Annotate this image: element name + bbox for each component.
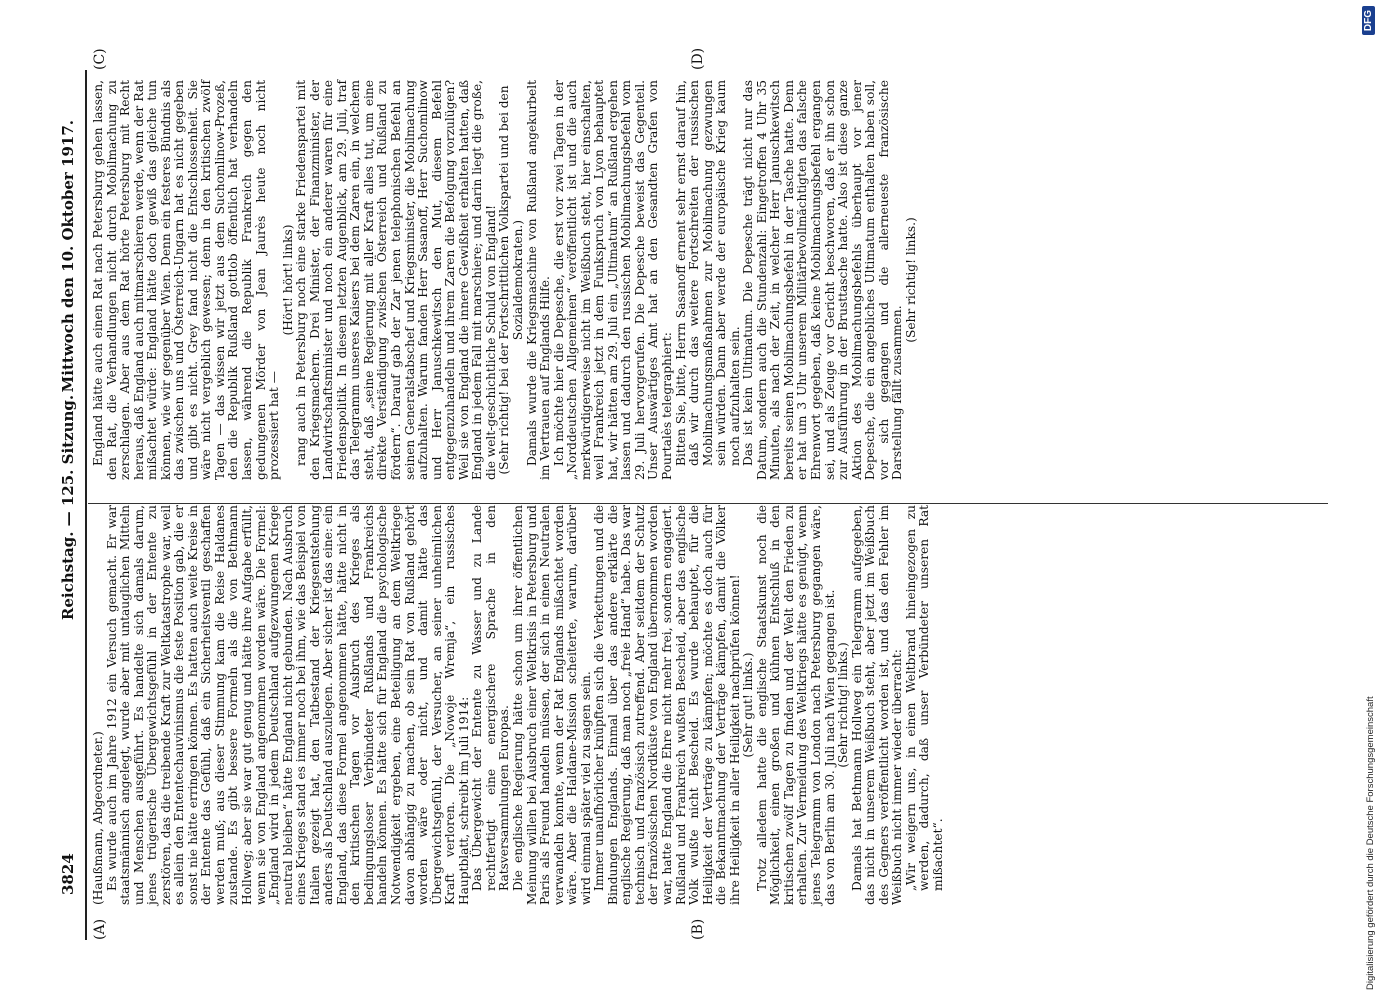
paragraph: Damals wurde die Kriegsmaschine von Rußland angekurbelt im Vertrauen auf Englands Hilfe. <box>524 80 553 480</box>
session-date: Mittwoch den 10. Oktober 1917. <box>59 120 77 393</box>
margin-marker-b: (B) <box>690 918 706 940</box>
session-title: Reichstag. — 125. Sitzung. <box>59 394 77 621</box>
interjection: (Sehr richtig! links.) <box>836 642 851 768</box>
interjection: (Hört! hört! links) <box>280 224 295 336</box>
credit-text: Digitalisierung gefördert durch die Deutsche Forschungsgemeinschaft <box>1365 696 1376 990</box>
header-rule <box>85 70 87 940</box>
margin-marker-c: (C) <box>92 48 108 70</box>
paragraph: Ich möchte hier die Depesche, die erst vor zwei Tagen in der „Norddeutschen Allgemeinen“ veröffentlicht ist und die auch merkwürdigerweise nicht im Weißbuch steht, hier einschalten, weil Frankreich jetzt in dem Funkspruch von Lyon behauptet hat, wir hätten am 29. Juli ein „Ultimatum“ an Rußland ergehen lassen und dadurch den russischen Mobilmachungsbefehl vom 29. Juli hervorgerufen. Die Depesche beweist das Gegenteil. Unser Auswärtiges Amt hat an den Gesandten Grafen von Pourtalès telegraphiert: <box>551 80 674 480</box>
paragraph: rang auch in Petersburg noch eine starke Friedenspartei mit den Kriegsmachern. Drei Minister, der Finanzminister, der Landwirtschaftsminister und noch ein anderer waren für eine Friedenspolitik. In diesem letzten Augenblick, am 29. Juli, traf das Telegramm unseres Kaisers bei dem Zaren ein, in welchem steht, daß „seine Regierung mit aller Kraft alles tut, um eine direkte Verständigung zwischen Österreich und Rußland zu fördern“. Darauf gab der Zar jenen telephonischen Befehl an seinen Generalstabschef und Kriegsminister, die Mobilmachung aufzuhalten. Warum fanden Herr Sasanoff, Herr Suchomlinow und Herr Januschkewitsch den Mut, diesem Befehl entgegenzuhandeln und ihrem Zaren die Befolgung vorzulügen? Weil sie von England die innere Gewißheit erhalten hatten, daß England in jedem Fall mit marschiere; und darin liegt die große, die welt-geschichtliche Schuld von England! <box>294 80 498 480</box>
paragraph: Die englische Regierung hätte schon um ihrer öffentlichen Meinung willen bei Ausbruch einer Weltkrisis in Petersburg und Paris als Freund handeln müssen, der sich in einen Neutralen verwandeln konnte, wenn der Rat Englands mißachtet worden wäre. Aber die Haldane-Mission scheiterte, warum, darüber wird einmal später viel zu sagen sein. <box>510 505 593 905</box>
dfg-logo: DFG <box>1362 6 1375 35</box>
digitization-credit <box>1360 0 1380 1000</box>
interjection: (Sehr richtig! bei der Fortschrittlichen Volkspartei und bei den Sozialdemokraten.) <box>497 85 525 475</box>
page-header <box>57 120 81 895</box>
page-number: 3824 <box>59 853 77 895</box>
paragraph: Es wurde auch im Jahre 1912 ein Versuch gemacht. Er war staatsmännisch angelegt, wurde aber mit untauglichen Mitteln und Menschen ausgeführt. Es handelte sich damals darum, jenes trügerische Übergewichtsgefühl in der Entente zu zerstören, das die treibende Kraft zur Weltkatastrophe war, weil es allein den Ententechauvinismus die feste Position gab, die er sonst nie hätte erringen können. Es hatten auch weite Kreise in der Entente das Gefühl, daß ein Sicherheitsventil geschaffen werden muß; aus dieser Stimmung kam die Reise Haldanes zustande. Es gibt bessere Formeln als die von Bethmann Hollweg; aber sie war gut genug und hätte ihre Aufgabe erfüllt, wenn sie von England angenommen worden wäre. Die Formel: „England wird in jedem Deutschland aufgezwungenen Kriege neutral bleiben“ hätte England nicht gebunden. Nach Ausbruch eines Krieges stand es immer noch bei ihm, wie das Beispiel von Italien gezeigt hat, den Tatbestand der Kriegsentstehung anders als Deutschland auszulegen. Aber sicher ist das eine: ein England, das diese Formel angenommen hätte, hätte nicht in den kritischen Tagen vor Ausbruch des Krieges als bedingungsloser Verbündeter Rußlands und Frankreichs handeln können. Es hätte sich für England die psychologische Notwendigkeit ergeben, eine Beteiligung an dem Weltkriege davon abhängig zu machen, ob sein Rat von Rußland gehört worden wäre oder nicht, und damit hätte das Übergewichtsgefühl, der Versucher, an seiner unheimlichen Kraft verloren. Die „Nowoje Wremja“, ein russisches Hauptblatt, schreibt im Juli 1914: <box>104 505 471 905</box>
paragraph: Trotz alledem hatte die englische Staatskunst noch die Möglichkeit, einen großen und kühnen Entschluß in den kritischen zwölf Tagen zu finden und der Welt den Frieden zu erhalten. Zur Vermeidung des Weltkriegs hätte es genügt, wenn jenes Telegramm von London nach Petersburg gegangen wäre, das von Berlin am 30. Juli nach Wien gegangen ist. <box>754 505 837 905</box>
paragraph: England hätte auch einen Rat nach Petersburg gehen lassen, den Rat, die Verhandlungen nicht durch Mobilmachung zu zerschlagen. Aber aus dem Rat hörte Petersburg mit Recht heraus, daß England auch mitmarschieren werde, wenn der Rat mißachtet würde: England hätte doch gewiß das gleiche tun können, wie wir gegenüber Wien. Denn ein festeres Bündnis als das zwischen uns und Österreich-Ungarn hat es nicht gegeben und gibt es nicht. Grey fand nicht die Entschlossenheit. Sie wäre nicht vergeblich gewesen; denn in den kritischen zwölf Tagen — das wissen wir jetzt aus dem Suchomlinow-Prozeß, den die Republik Rußland gottlob öffentlich hat verhandeln lassen, während die Republik Frankreich gegen den gedungenen Mörder von Jean Jaurès heute noch nicht prozessiert hat — <box>91 80 282 480</box>
quotation: Bitten Sie, bitte, Herrn Sasanoff ernent sehr ernst darauf hin, daß wir durch das weitere Fortschreiten der russischen Mobilmachungsmaßnahmen zur Mobilmachung gezwungen sein würden. Dann aber werde der europäische Krieg kaum noch aufzuhalten sein. <box>673 80 742 466</box>
paragraph: Immer unaufhörlicher knüpften sich die Verkettungen und die Bindungen Englands. Einmal über das andere erklärte die englische Regierung, daß man noch „freie Hand“ habe. Das war technisch und französisch zutreffend. Aber seitdem der Schutz der französischen Nordküste von England übernommen worden war, hatte England die Ehre nicht mehr frei, sondern engagiert. Rußland und Frankreich wußten Bescheid, aber das englische Volk wußte nicht Bescheid. Es wurde behauptet, für die Heiligkeit der Verträge zu kämpfen; möchte es doch auch für die Bekanntmachung der Verträge kämpfen, damit die Völker ihre Heiligkeit in aller Heiligkeit nachprüfen können! <box>592 505 742 905</box>
margin-marker-a: (A) <box>92 918 108 940</box>
speaker-label: (Haußmann, Abgeordneter.) <box>91 731 105 905</box>
left-column <box>92 505 945 905</box>
quotation: „Wir weigern uns, in einen Weltbrand hineingezogen zu werden, dadurch, daß unser Verbündeter unseren Rat mißachtet“. <box>903 505 945 891</box>
column-divider <box>88 503 1328 504</box>
right-column <box>92 80 918 480</box>
paragraph: Das ist kein Ultimatum. Die Depesche trägt nicht nur das Datum, sondern auch die Stundenzahl: Eingetroffen 4 Uhr 35 Minuten, als nach der Zeit, in welcher Herr Januschkewitsch bereits seinen Mobilmachungsbefehl in der Tasche hatte. Denn er hat um 3 Uhr unserem Militärbevollmächtigten das falsche Ehrenwort gegeben, daß keine Mobilmachungsbefehl ergangen sei, und als Zeuge vor Gericht beschworen, daß er ihn schon zur Ausführung in der Brusttasche hatte. Also ist diese ganze Aktion des Mobilmachungsbefehls überhaupt vor jener Depesche, die ein angebliches Ultimatum enthalten haben soll, vor sich gegangen und die allerneueste französische Darstellung fällt zusammen. <box>741 80 905 480</box>
quotation: Das Übergewicht der Entente zu Wasser und zu Lande rechtfertigt eine energischere Sprache in den Ratsversammlungen Europas. <box>470 505 512 891</box>
margin-marker-d: (D) <box>690 47 706 70</box>
interjection: (Sehr gut! links.) <box>741 652 756 758</box>
interjection: (Sehr richtig! links.) <box>903 217 918 343</box>
paragraph: Damals hat Bethmann Hollweg ein Telegramm aufgegeben, das nicht in unserem Weißbuch steht, aber jetzt im Weißbuch des Gegners veröffentlicht worden ist, und das den Fehler im Weißbuch nicht immer wieder überracht: <box>849 505 905 905</box>
